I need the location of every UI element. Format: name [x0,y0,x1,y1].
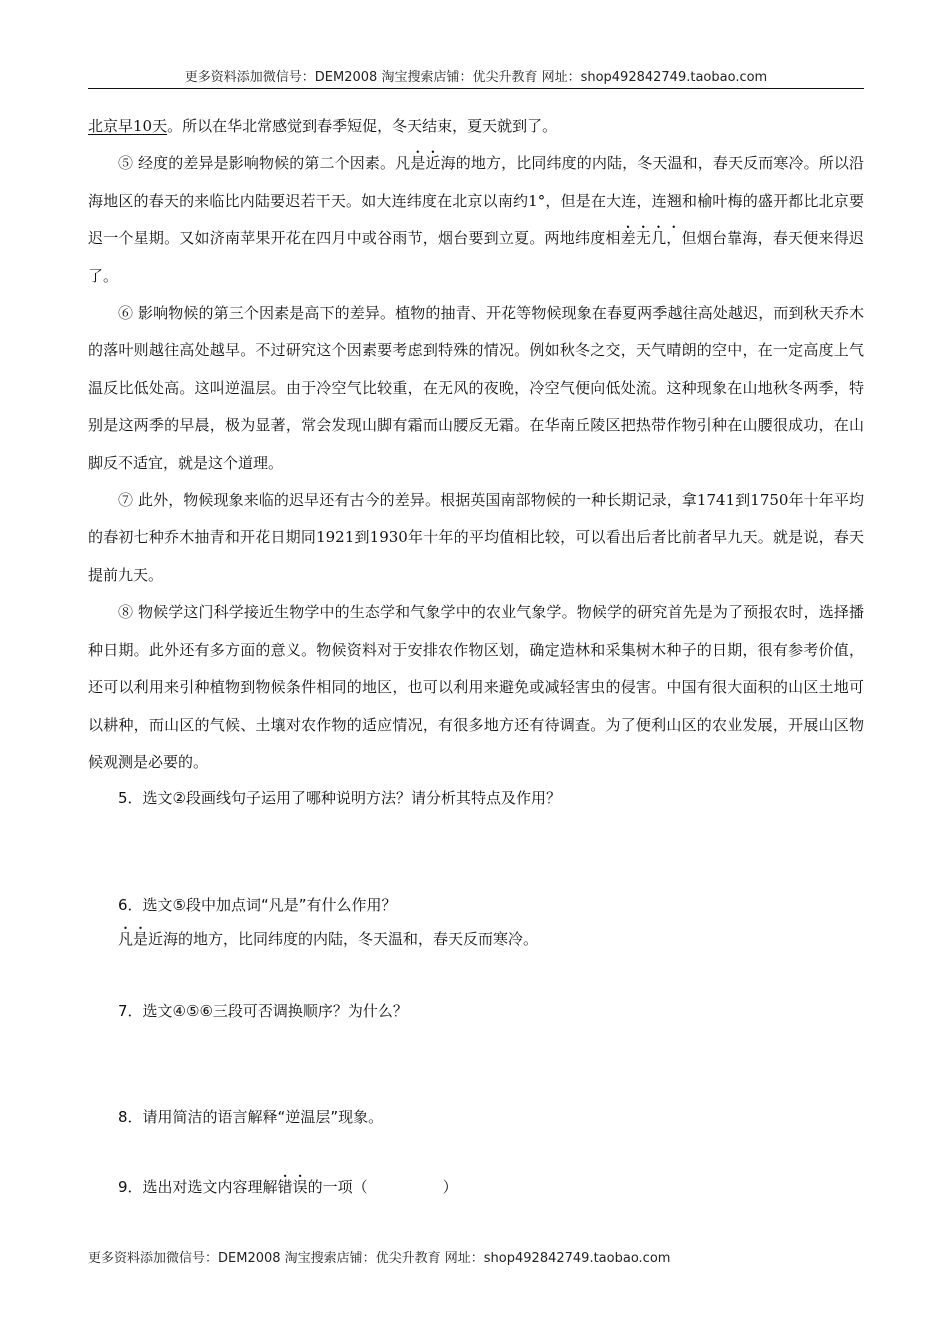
quote-text: 近海的地方，比同纬度的内陆，冬天温和，春天反而寒冷。 [148,930,539,948]
dotted-char: 是 [133,930,149,948]
paragraph-text: ，但烟台靠海，春天便来得迟了。 [88,229,864,285]
passage-body [88,108,864,781]
paragraph-8: ⑧ 物候学这门科学接近生物学中的生态学和气象学中的农业气象学。物候学的研究首先是为了预报农时，选择播种日期。此外还有多方面的意义。物候资料对于安排农作物区划，确定造林和采集树木种子的日期，很有参考价值，还可以利用来引种植物到物候条件相同的地区，也可以利用来避免或减轻害虫的侵害。中国有很大面积的山区土地可以耕种，而山区的气候、土壤对农作物的适应情况，有很多地方还有待调查。为了便利山区的农业发展，开展山区物候观测是必要的。 [88,603,864,771]
question-5: 5．选文②段画线句子运用了哪种说明方法？请分析其特点及作用？ [118,789,561,807]
page-footer: 更多资料添加微信号：DEM2008 淘宝搜索店铺：优尖升教育 网址：shop492842749.taobao.com [88,1251,671,1266]
dotted-char: 凡 [395,154,411,173]
underlined-text: 北京早10天 [88,117,168,135]
question-text: 9．选出对选文内容理解 [118,1178,278,1196]
dotted-char: 凡 [118,930,134,948]
paragraph-text: 近海的地方，比同纬度的内陆，冬天温和，春天反而寒冷。所以沿海地区的春天的来临比内陆要迟若干天。如大连纬度在北京以南约1°，但是在大连，连翘和榆叶梅的盛开都比北京要迟一个星期。又如济南苹果开花在四月中或谷雨节，烟台要到立夏。两地纬度 [88,154,864,248]
question-7: 7．选文④⑤⑥三段可否调换顺序？为什么？ [118,1002,408,1020]
dotted-char: 几 [651,229,667,248]
paragraph-continuation [88,108,864,145]
paragraph-text: 。所以在华北常感觉到春季短促，冬天结束，夏天就到了。 [167,117,558,135]
page-header: 更多资料添加微信号：DEM2008 淘宝搜索店铺：优尖升教育 网址：shop492842749.taobao.com [184,70,768,85]
dotted-char: 差 [620,229,636,248]
paragraph-7: ⑦ 此外，物候现象来临的迟早还有古今的差异。根据英国南部物候的一种长期记录，拿1741到1750年十年平均的春初七种乔木抽青和开花日期同1921到1930年十年的平均值相比较，可以看出后者比前者早九天。就是说，春天提前九天。 [88,491,864,584]
dotted-char: 错 [277,1178,293,1196]
question-8: 8．请用简洁的语言解释“逆温层”现象。 [118,1108,384,1126]
paragraph-6: ⑥ 影响物候的第三个因素是高下的差异。植物的抽青、开花等物候现象在春夏两季越往高处越迟，而到秋天乔木的落叶则越往高处越早。不过研究这个因素要考虑到特殊的情况。例如秋冬之交，天气晴朗的空中，在一定高度上气温反比低处高。这叫逆温层。由于冷空气比较重，在无风的夜晚，冷空气便向低处流。这种现象在山地秋冬两季，特别是这两季的早晨，极为显著，常会发现山脚有霜而山腰反无霜。在华南丘陵区把热带作物引种在山腰很成功，在山脚反不适宜，就是这个道理。 [88,304,864,472]
dotted-char: 无 [635,229,652,248]
question-6-quote [118,928,538,949]
header-divider [88,88,864,89]
dotted-char: 误 [292,1178,308,1196]
question-9 [118,1176,458,1197]
paragraph-text: ⑤ 经度的差异是影响物候的第二个因素。 [118,154,396,173]
answer-blank[interactable]: 的一项（ ） [307,1178,458,1196]
question-6: 6．选文⑤段中加点词“凡是”有什么作用？ [118,896,397,914]
dotted-char: 是 [410,154,426,173]
paragraph-5 [88,145,864,295]
dotted-char: 相 [605,229,621,248]
